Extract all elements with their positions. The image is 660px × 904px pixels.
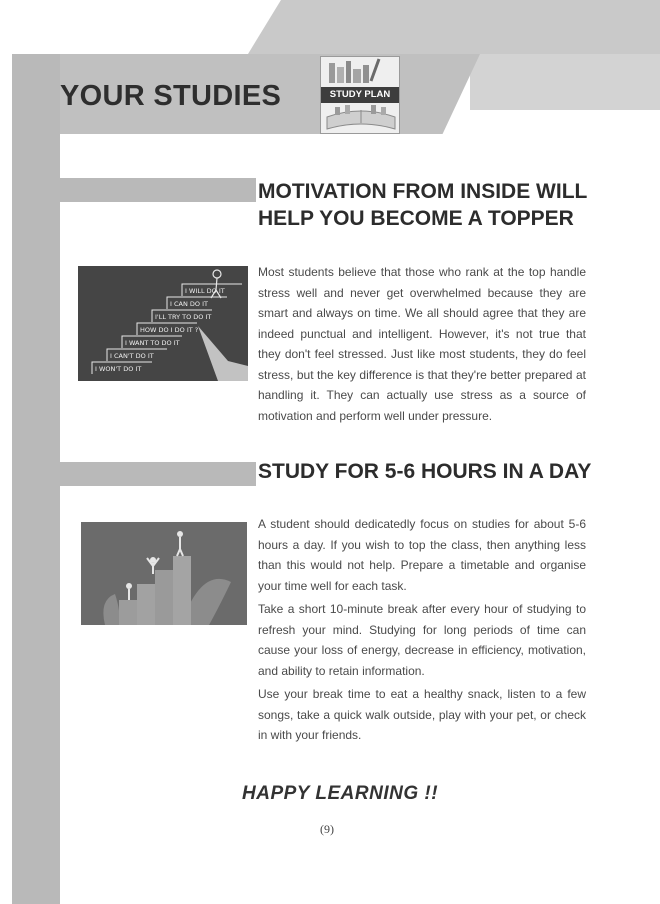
- section1-paragraph: Most students believe that those who rank at the top handle stress well and never get overwhelmed because they are smart and always on time. We all should agree that they are indeed punctual and intelligent. However, it's not true that they don't feel stressed. Just like most students, they do feel stress, but the key difference is that they're better prepared at handling it. They can actually use stress as a source of motivation and perform well under pressure.: [258, 265, 586, 423]
- page-number: (9): [320, 822, 334, 836]
- happy-learning-message: HAPPY LEARNING !!: [242, 783, 439, 804]
- steps-illustration: [81, 522, 247, 625]
- study-plan-badge: [320, 56, 400, 134]
- section1-heading: MOTIVATION FROM INSIDE WILL HELP YOU BECOME A TOPPER: [258, 180, 587, 230]
- motivation-stairs-image: [78, 266, 248, 381]
- header-band-top: [248, 0, 660, 54]
- page-title: YOUR STUDIES: [60, 80, 282, 112]
- chalk-step-label: HOW DO I DO IT ?: [140, 326, 199, 334]
- section1-ribbon: [60, 178, 256, 202]
- section2-heading: STUDY FOR 5-6 HOURS IN A DAY: [258, 460, 592, 483]
- chalk-step-label: I CAN'T DO IT: [110, 352, 154, 360]
- header-band-right: [470, 54, 660, 110]
- chalk-step-label: I WON'T DO IT: [95, 365, 142, 373]
- climbing-steps-image: [81, 522, 247, 625]
- study-plan-label: STUDY PLAN: [321, 87, 399, 103]
- chalkboard-stairs-drawing: [78, 266, 248, 381]
- left-vertical-strip: [12, 54, 60, 904]
- section1-body: [258, 262, 586, 429]
- chalk-step-label: I WILL DO IT: [185, 287, 225, 295]
- section2-body: [258, 514, 586, 749]
- chalk-step-label: I'LL TRY TO DO IT: [155, 313, 212, 321]
- section2-ribbon: [60, 462, 256, 486]
- chalk-step-label: I CAN DO IT: [170, 300, 208, 308]
- section2-paragraph: Take a short 10-minute break after every hour of studying to refresh your mind. Studying for long periods of time can cause your loss of energy, decrease in efficiency, motivation, and ability to retain information.: [258, 602, 586, 678]
- section2-paragraph: A student should dedicatedly focus on studies for about 5-6 hours a day. If you wish to top the class, then anything less than this would not help. Prepare a timetable and organise your time well for each task.: [258, 517, 586, 593]
- section2-paragraph: Use your break time to eat a healthy snack, listen to a few songs, take a quick walk outside, play with your pet, or check in with your friends.: [258, 687, 586, 742]
- chalk-step-label: I WANT TO DO IT: [125, 339, 180, 347]
